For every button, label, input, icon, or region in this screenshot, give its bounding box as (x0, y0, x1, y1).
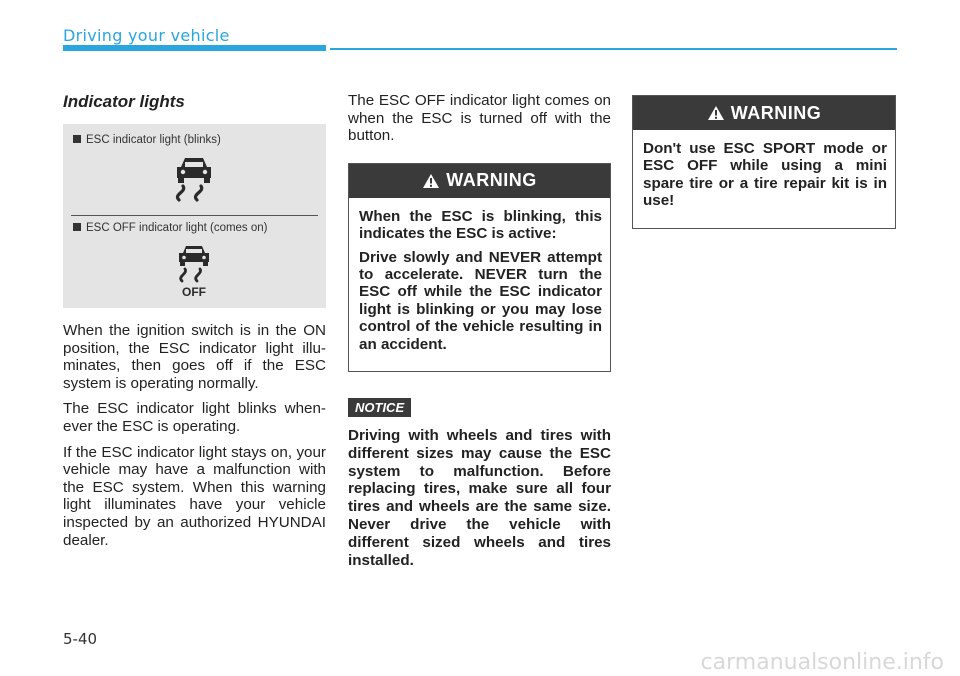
warning-title: WARNING (446, 170, 537, 191)
middle-column (348, 92, 611, 569)
panel-divider (71, 215, 318, 216)
indicator-lights-heading: Indicator lights (63, 92, 185, 111)
esc-indicator-icon (171, 154, 217, 204)
off-label: OFF (182, 285, 206, 298)
right-column (632, 95, 896, 229)
watermark: carmanualsonline.info (700, 650, 944, 675)
warning-body (349, 198, 610, 371)
warning-body (633, 130, 895, 228)
warning-line-2: Drive slowly and NEVER attempt to accelerate. NEVER turn the ESC off while the ESC indicator light is blinking or you may lose control of the vehicle resulting in an accident. (359, 248, 602, 353)
esc-off-indicator-caption (73, 222, 268, 234)
bullet-square-icon (73, 135, 81, 143)
esc-indicator-caption (73, 134, 221, 146)
warning-line-1: When the ESC is blinking, this indicates the ESC is active: (359, 207, 602, 243)
page-number: 5-40 (63, 630, 98, 648)
warning-triangle-icon (707, 105, 725, 121)
warning-header (349, 164, 610, 198)
header-rule-thin (330, 48, 897, 50)
esc-off-indicator-icon (171, 242, 217, 298)
warning-box-esc-blinking (348, 163, 611, 372)
warning-triangle-icon (422, 173, 440, 189)
paragraph-blinks: The ESC indicator light blinks when-ever the ESC is operating. (63, 400, 326, 435)
warning-text: Don't use ESC SPORT mode or ESC OFF while using a mini spare tire or a tire repair kit is in use! (643, 140, 887, 210)
esc-off-intro: The ESC OFF indicator light comes on when the ESC is turned off with the button. (348, 92, 611, 145)
esc-off-indicator-caption-text: ESC OFF indicator light (comes on) (86, 222, 268, 234)
warning-box-esc-sport (632, 95, 896, 229)
warning-header (633, 96, 895, 130)
indicator-illustration-panel (63, 124, 326, 308)
paragraph-stays-on: If the ESC indicator light stays on, your vehicle may have a malfunction with the ESC system. When this warning light illuminates have your vehicle inspected by an authorized HYUNDAI dealer. (63, 443, 326, 549)
section-title: Driving your vehicle (63, 26, 230, 45)
warning-title: WARNING (730, 102, 822, 123)
esc-indicator-caption-text: ESC indicator light (blinks) (86, 134, 221, 146)
left-column (63, 92, 326, 557)
paragraph-ignition: When the ignition switch is in the ON position, the ESC indicator light illu-minates, then goes off if the ESC system is operating normally. (63, 322, 326, 392)
notice-text: Driving with wheels and tires with different sizes may cause the ESC system to malfunction. Before replacing tires, make sure all four tires and wheels are the same size. Never drive the vehicle with different sized wheels and tires installed. (348, 427, 611, 569)
header-rule-thick (63, 45, 326, 51)
notice-badge: NOTICE (348, 398, 411, 417)
bullet-square-icon (73, 223, 81, 231)
